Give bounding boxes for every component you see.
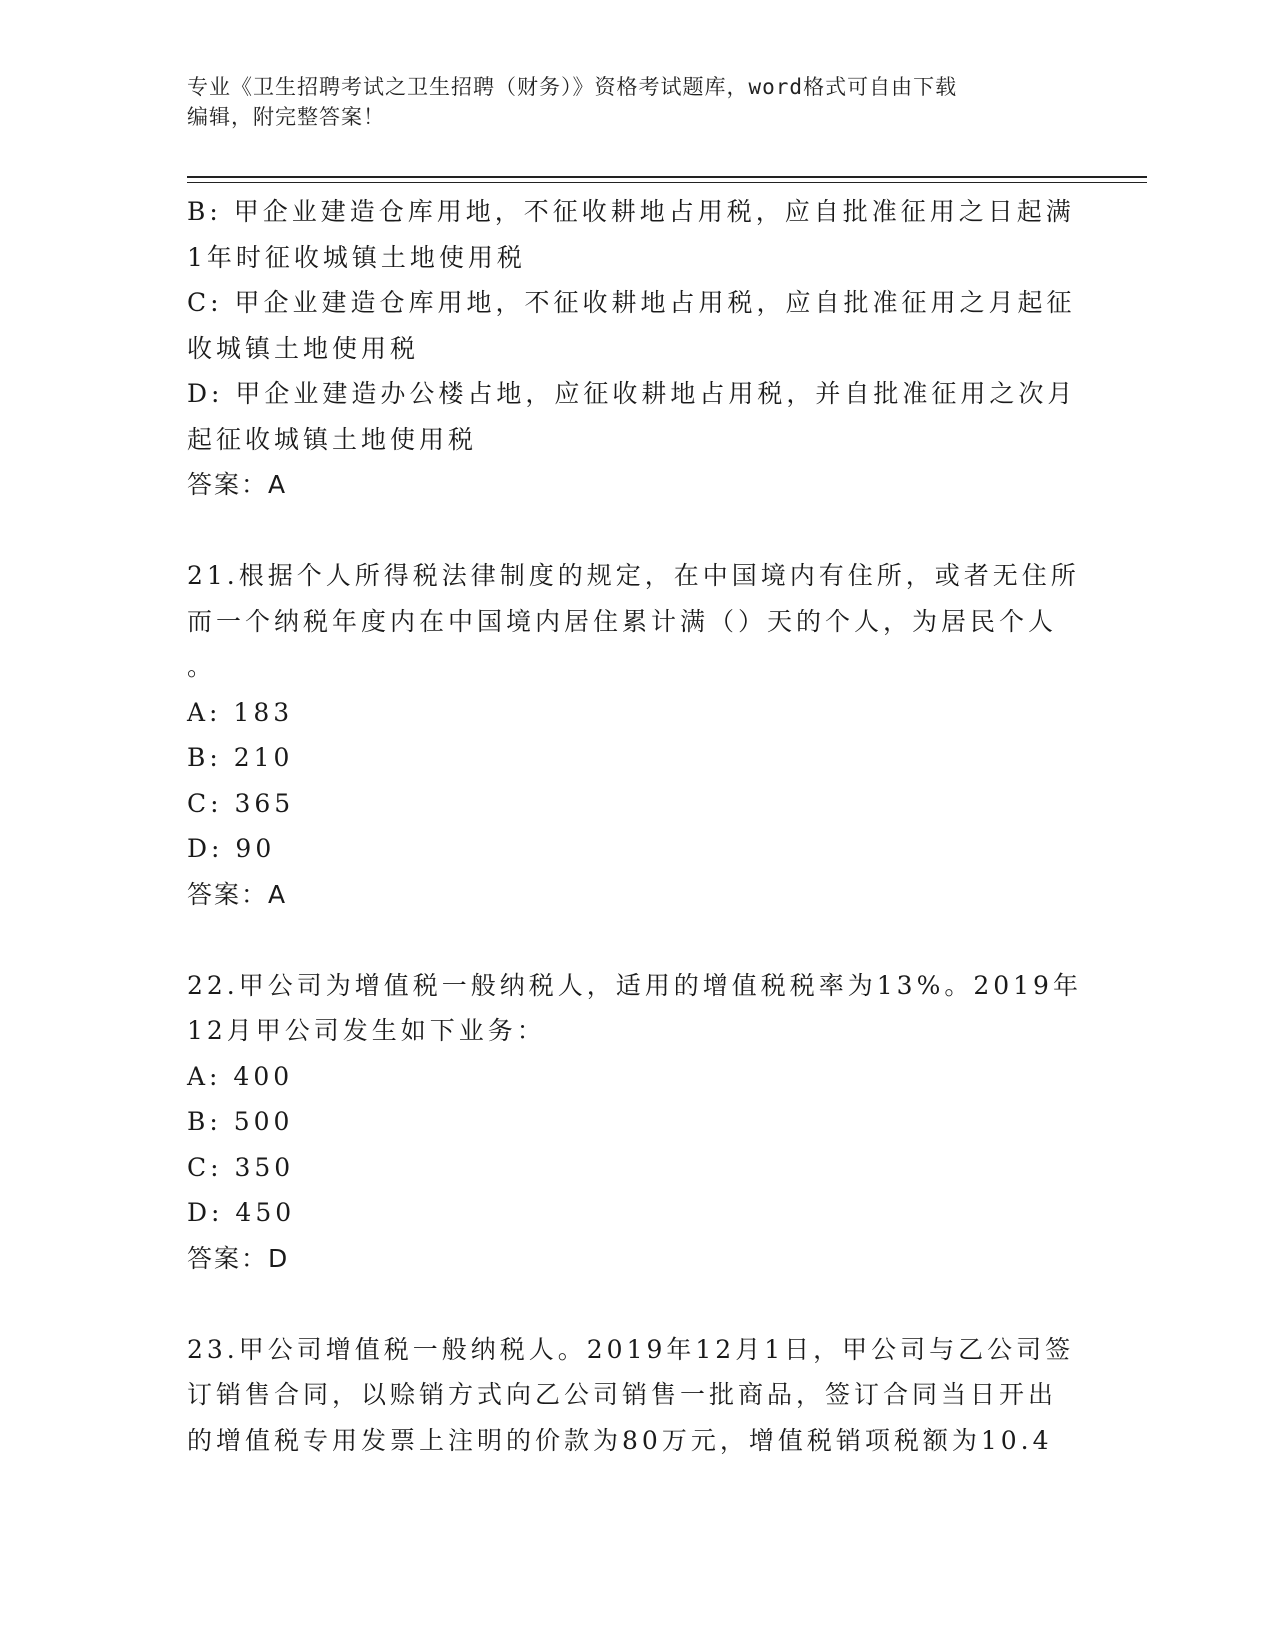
question-21 — [187, 553, 1087, 917]
option-c: C: 365 — [187, 788, 295, 818]
header-line-2: 编辑，附完整答案！ — [187, 105, 385, 129]
question-stem-line-2: 12月甲公司发生如下业务： — [187, 1016, 546, 1045]
option-b: B: 500 — [187, 1107, 294, 1136]
question-22 — [187, 963, 1087, 1282]
option-c: C: 350 — [187, 1152, 295, 1182]
spacer — [187, 917, 1087, 963]
option-c-line-1: C: 甲企业建造仓库用地，不征收耕地占用税，应自批准征用之月起征 — [187, 288, 1076, 317]
option-d: D: 450 — [187, 1198, 296, 1227]
question-stem-line-1: 22.甲公司为增值税一般纳税人，适用的增值税税率为13%。2019年 — [187, 970, 1082, 1000]
question-stem-line-3: 的增值税专用发票上注明的价款为80万元，增值税销项税额为10.4 — [187, 1425, 1053, 1455]
option-b: B: 210 — [187, 743, 294, 772]
prev-question — [187, 189, 1087, 508]
option-b-line-2: 1年时征收城镇土地使用税 — [187, 242, 526, 272]
answer: 答案：D — [187, 1243, 290, 1273]
spacer — [187, 508, 1087, 554]
question-stem-line-1: 23.甲公司增值税一般纳税人。2019年12月1日，甲公司与乙公司签 — [187, 1334, 1075, 1364]
option-b-line-1: B: 甲企业建造仓库用地，不征收耕地占用税，应自批准征用之日起满 — [187, 197, 1075, 226]
question-stem-line-1: 21.根据个人所得税法律制度的规定，在中国境内有住所，或者无住所 — [187, 561, 1080, 590]
answer: 答案：A — [187, 470, 288, 499]
option-d-line-2: 起征收城镇土地使用税 — [187, 424, 478, 454]
answer: 答案：A — [187, 879, 288, 909]
question-stem-line-2: 订销售合同，以赊销方式向乙公司销售一批商品，签订合同当日开出 — [187, 1380, 1058, 1409]
option-d: D: 90 — [187, 834, 276, 863]
header-line-1: 专业《卫生招聘考试之卫生招聘（财务）》资格考试题库，word格式可自由下载 — [187, 75, 958, 99]
question-stem-line-3: 。 — [187, 652, 217, 681]
question-23 — [187, 1327, 1087, 1464]
document-header — [187, 72, 1087, 132]
spacer — [187, 1281, 1087, 1327]
option-a: A: 183 — [187, 697, 294, 727]
option-c-line-2: 收城镇土地使用税 — [187, 333, 420, 363]
option-d-line-1: D: 甲企业建造办公楼占地，应征收耕地占用税，并自批准征用之次月 — [187, 379, 1077, 408]
header-divider-thin — [187, 182, 1147, 183]
header-divider-thick — [187, 176, 1147, 178]
option-a: A: 400 — [187, 1061, 294, 1091]
question-stem-line-2: 而一个纳税年度内在中国境内居住累计满（）天的个人，为居民个人 — [187, 606, 1058, 636]
question-content — [187, 189, 1087, 1463]
